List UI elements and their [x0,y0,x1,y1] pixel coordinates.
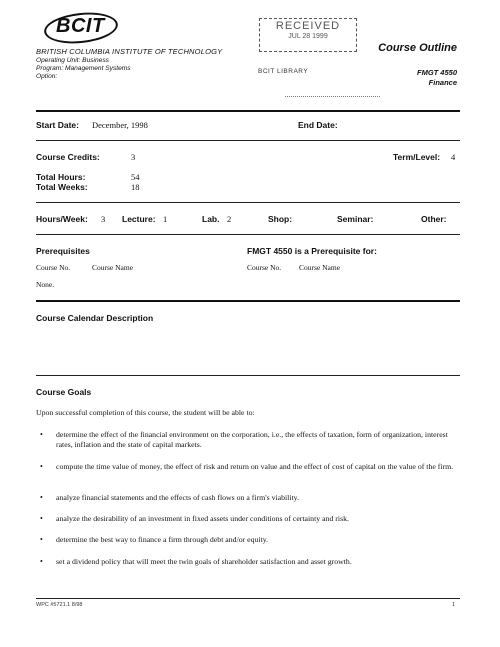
program: Program: Management Systems [36,65,131,72]
lecture-label: Lecture: [122,214,156,224]
shop-label: Shop: [268,214,293,224]
stamp-date: JUL 28 1999 [288,33,328,40]
rule-dates [36,140,460,141]
is-prereq-col-name: Course Name [299,263,341,272]
lab-label: Lab. [202,214,220,224]
seminar-label: Seminar: [337,214,374,224]
goal-item-4: analyze the desirability of an investment in fixed assets under conditions of certainty and risk. [56,514,349,523]
received-stamp [259,18,357,52]
goal-item-1: determine the effect of the financial environment on the corporation, i.e., the effects of taxation, form of organization, interest rates, inflation and the state of capital markets. [56,430,448,449]
prereq-col-no: Course No. [36,263,71,272]
rule-footer [36,598,460,599]
form-code: WPC #5721.1 8/98 [36,602,83,608]
calendar-title: Course Calendar Description [36,313,154,323]
credits-label: Course Credits: [36,152,100,162]
total-weeks-value: 18 [131,182,140,192]
is-prereq-col-no: Course No. [247,263,282,272]
goals-intro: Upon successful completion of this course, the student will be able to: [36,408,255,417]
bullet-4: • [40,514,43,523]
is-prereq-title: FMGT 4550 is a Prerequisite for: [247,246,377,256]
lecture-value: 1 [163,214,168,224]
hours-week-label: Hours/Week: [36,214,88,224]
lab-value: 2 [227,214,232,224]
rule-credits [36,202,460,203]
goal-item-2: compute the time value of money, the effect of risk and return on value and the effect of cost of capital on the value of the firm. [56,462,454,471]
total-hours-label: Total Hours: [36,172,86,182]
credits-value: 3 [131,152,136,162]
goal-item-6: set a dividend policy that will meet the twin goals of shareholder satisfaction and asset growth. [56,557,352,566]
hours-week-value: 3 [101,214,106,224]
option: Option: [36,73,58,80]
total-hours-value: 54 [131,172,140,182]
goals-title: Course Goals [36,387,92,397]
end-date-label: End Date: [298,120,338,130]
stamp-footer: BCIT LIBRARY [258,68,309,75]
start-date-value: December, 1998 [92,120,148,130]
bullet-2: • [40,462,43,471]
bullet-3: • [40,493,43,502]
stamp-dotted-line [285,96,380,97]
goal-item-5: determine the best way to finance a firm through debt and/or equity. [56,535,269,544]
rule-prereq [36,300,460,302]
rule-header [36,110,460,112]
bullet-1: • [40,430,43,439]
doc-title: Course Outline [378,42,457,54]
operating-unit: Operating Unit: Business [36,57,109,64]
stamp-title: RECEIVED [275,20,341,32]
course-code: FMGT 4550 [416,68,457,77]
prereq-none: None. [36,280,55,289]
goal-item-3: analyze financial statements and the effects of cash flows on a firm's viability. [56,493,300,502]
total-weeks-label: Total Weeks: [36,182,88,192]
term-value: 4 [451,152,456,162]
bullet-5: • [40,535,43,544]
term-label: Term/Level: [393,152,441,162]
logo-text: BCIT [56,15,105,37]
other-label: Other: [421,214,447,224]
course-name: Finance [428,78,457,87]
institute-name: BRITISH COLUMBIA INSTITUTE OF TECHNOLOGY [36,47,223,56]
start-date-label: Start Date: [36,120,79,130]
prereq-title: Prerequisites [36,246,90,256]
rule-hours [36,234,460,235]
prereq-col-name: Course Name [92,263,134,272]
bullet-6: • [40,557,43,566]
page-number: 1 [452,602,456,608]
rule-calendar [36,375,460,376]
